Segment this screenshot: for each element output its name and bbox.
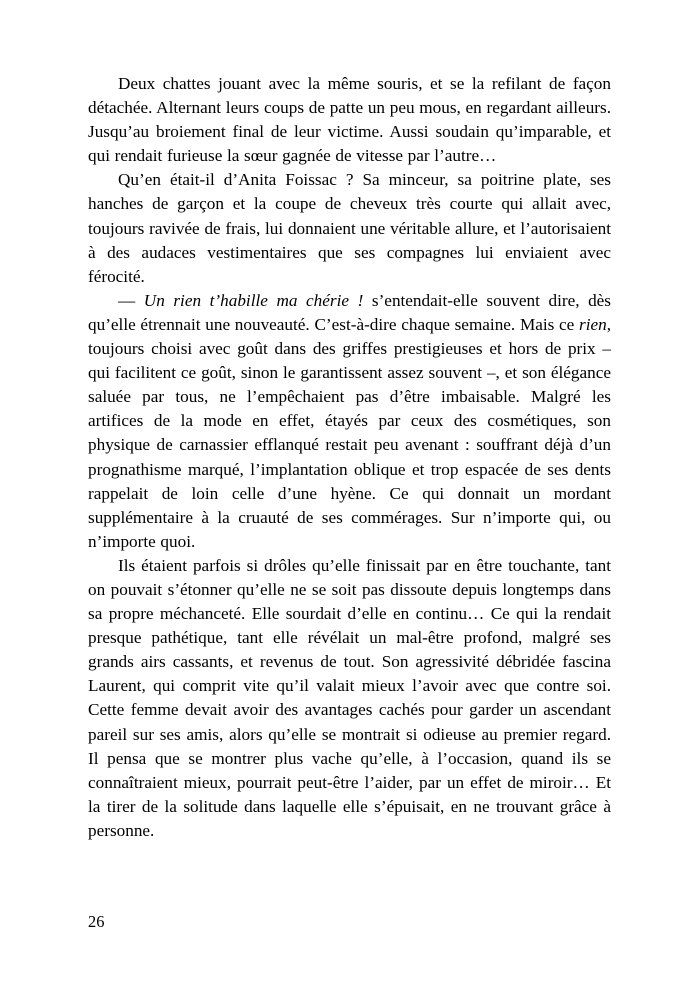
paragraph-3-segment-dash: — bbox=[118, 290, 144, 310]
paragraph-2: Qu’en était-il d’Anita Foissac ? Sa minceur, sa poitrine plate, ses hanches de garçon et la coupe de cheveux très courte qui allait avec, toujours ravivée de frais, lui donnaient une véritable allure, et l’autorisaient à des audaces vestimentaires que ses compagnes lui enviaient avec férocité. bbox=[88, 170, 611, 286]
page-number: 26 bbox=[88, 912, 105, 931]
paragraph-3-segment-mid: s’entendait-elle souvent dire, dès qu’elle étrennait une nouveauté. C’est-à-dire chaque semaine. Mais ce bbox=[88, 290, 611, 334]
paragraph-1: Deux chattes jouant avec la même souris, et se la refilant de façon détachée. Alternant leurs coups de patte un peu mous, en regardant ailleurs. Jusqu’au broiement final de leur victime. Aussi soudain qu’imparable, et qui rendait furieuse la sœur gagnée de vitesse par l’autre… bbox=[88, 74, 611, 166]
paragraph-4: Ils étaient parfois si drôles qu’elle finissait par en être touchante, tant on pouvait s’étonner qu’elle ne se soit pas dissoute depuis longtemps dans sa propre méchanceté. Elle sourdait d’elle en continu… Ce qui la rendait presque pathétique, tant elle révélait un mal-être profond, malgré ses grands airs cassants, et revenus de tout. Son agressivité débridée fascina Laurent, qui comprit vite qu’il valait mieux l’avoir avec que contre soi. Cette femme devait avoir des avantages cachés pour garder un ascendant pareil sur ses amis, alors qu’elle se montrait si odieuse au premier regard. Il pensa que se montrer plus vache qu’elle, à l’occasion, quand ils se connaîtraient mieux, pourrait peut-être l’aider, par un effet de miroir… Et la tirer de la solitude dans laquelle elle s’épuisait, en ne trouvant grâce à personne. bbox=[88, 555, 611, 840]
paragraph-3-quote-italic: Un rien t’habille ma chérie ! bbox=[143, 290, 364, 310]
paragraph-3-word-italic: rien bbox=[579, 314, 607, 334]
page-text-block bbox=[88, 72, 611, 843]
paragraph-3 bbox=[88, 289, 611, 554]
paragraph-3-segment-tail: , toujours choisi avec goût dans des griffes prestigieuses et hors de prix – qui facilitent ce goût, sinon le garantissent assez souvent –, et son élégance saluée par tous, ne l’empêchaient pas d’être imbaisable. Malgré les artifices de la mode en effet, étayés par ceux des cosmétiques, son physique de carnassier efflanqué restait peu avenant : souffrant déjà d’un prognathisme marqué, l’implantation oblique et trop espacée de ses dents rappelait de loin celle d’une hyène. Ce qui donnait un mordant supplémentaire à la cruauté de ses commérages. Sur n’importe qui, ou n’importe quoi. bbox=[88, 314, 611, 551]
